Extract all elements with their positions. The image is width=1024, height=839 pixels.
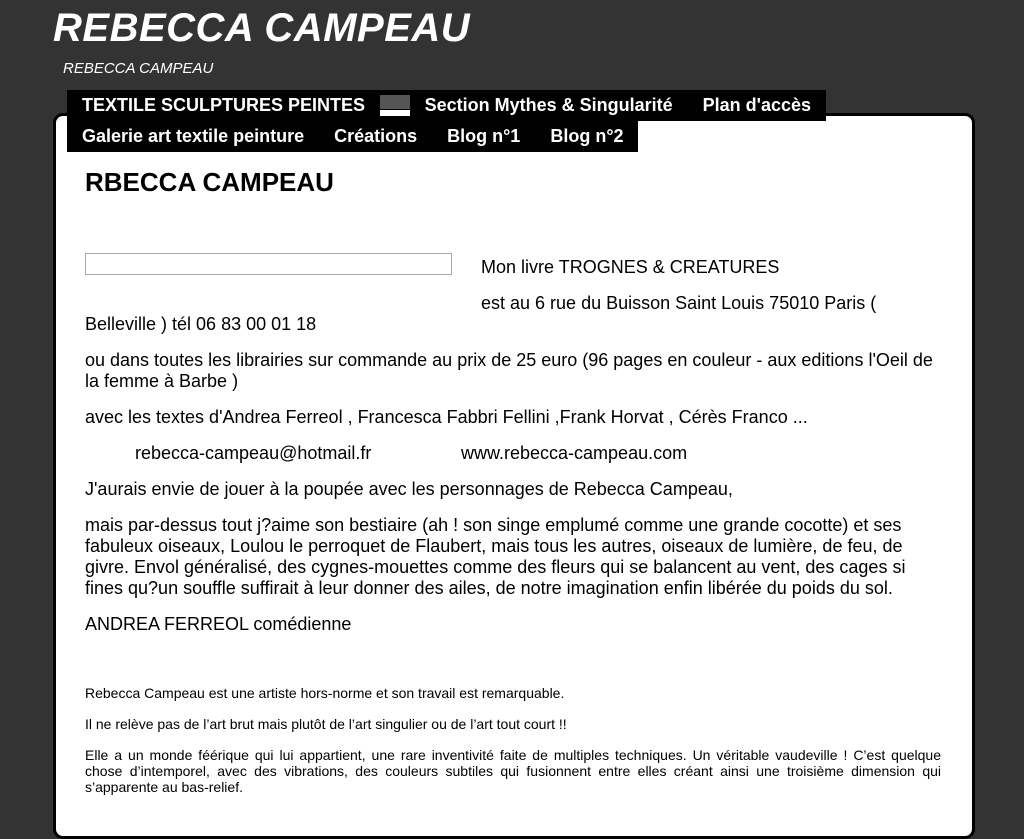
nav-item-blog-1[interactable]: Blog n°1 (447, 126, 521, 146)
site-subtitle: REBECCA CAMPEAU (63, 60, 214, 77)
nav-item-textile-sculptures[interactable]: TEXTILE SCULPTURES PEINTES (82, 95, 366, 115)
review-line-3: Elle a un monde féérique qui lui appartient, une rare inventivité faite de multiples techniques. Un véritable vaudeville ! C’est quelque chose d’intemporel, avec des vibrations, des couleurs subtiles qui fusionnent entre elles créant ainsi une troisième dimension qui s’apparente au bas-relief. (85, 747, 941, 795)
quote-intro: J'aurais envie de jouer à la poupée avec les personnages de Rebecca Campeau, (85, 479, 733, 499)
site-title[interactable]: REBECCA CAMPEAU (53, 6, 471, 50)
bookshops-text: ou dans toutes les librairies sur commande au prix de 25 euro (96 pages en couleur - aux editions l'Oeil de la femme à Barbe ) (85, 350, 933, 391)
nav-item-creations[interactable]: Créations (334, 126, 418, 146)
nav-item-mythes-singularite[interactable]: Section Mythes & Singularité (424, 95, 673, 115)
image-placeholder (85, 253, 452, 275)
website-link[interactable]: www.rebecca-campeau.com (461, 443, 688, 463)
main-nav-row-2 (67, 121, 638, 152)
nav-item-plan-acces[interactable]: Plan d'accès (702, 95, 811, 115)
main-nav-row-1 (67, 90, 826, 121)
nav-item-blog-2[interactable]: Blog n°2 (550, 126, 624, 146)
page-title: RBECCA CAMPEAU (85, 167, 334, 197)
email-link[interactable]: rebecca-campeau@hotmail.fr (135, 443, 372, 463)
quote-body: mais par-dessus tout j?aime son bestiaire (ah ! son singe emplumé comme une grande cocotte) et ses fabuleux oiseaux, Loulou le perroquet de Flaubert, mais tous les autres, oiseaux de lumière, de feu, de givre. Envol généralisé, des cygnes-mouettes comme des fleurs qui se balancent au vent, des cages si fines qu?un souffle suffirait à leur donner des ailes, de notre imagination enfin libérée du poids du sol. (85, 515, 906, 598)
book-line: Mon livre TROGNES & CREATURES (481, 257, 780, 277)
nav-item-galerie[interactable]: Galerie art textile peinture (82, 126, 305, 146)
review-line-2: Il ne relève pas de l’art brut mais plutôt de l’art singulier ou de l’art tout court !! (85, 716, 567, 732)
quote-author: ANDREA FERREOL comédienne (85, 614, 352, 634)
address-line-b: Belleville ) tél 06 83 00 01 18 (85, 314, 317, 334)
review-line-1: Rebecca Campeau est une artiste hors-norme et son travail est remarquable. (85, 685, 565, 701)
nav-separator (380, 95, 410, 116)
texts-by: avec les textes d'Andrea Ferreol , Francesca Fabbri Fellini ,Frank Horvat , Cérès Franco ... (85, 407, 808, 427)
address-line-a: est au 6 rue du Buisson Saint Louis 75010 Paris ( (481, 293, 877, 313)
